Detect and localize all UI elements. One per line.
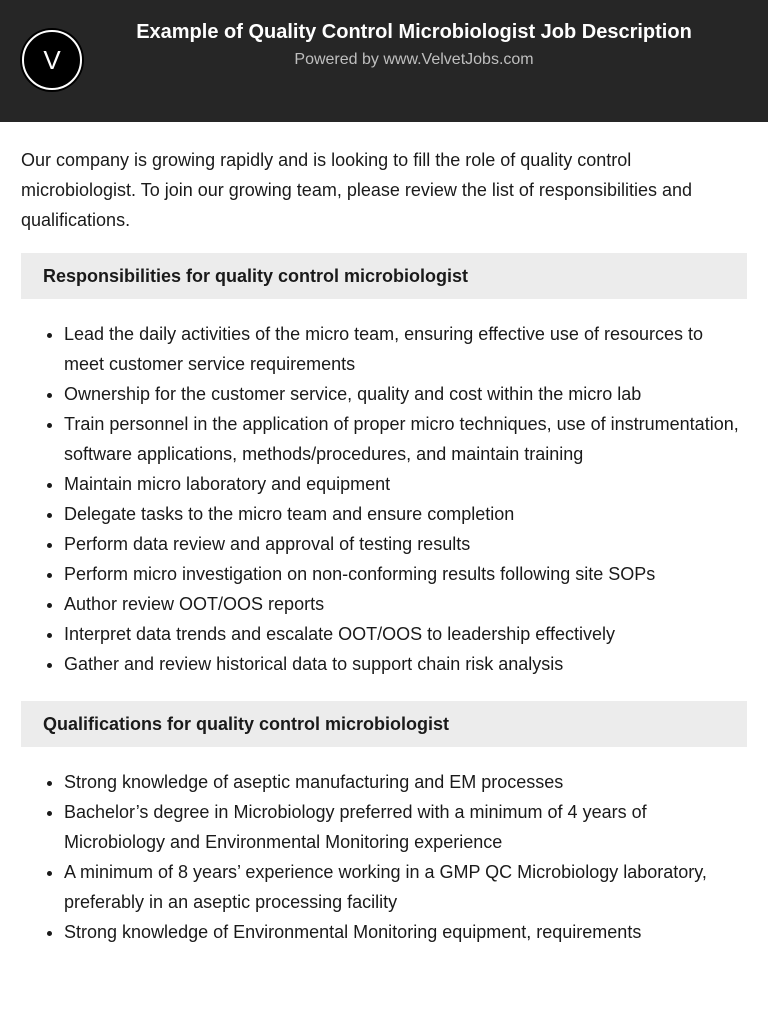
list-item: • Delegate tasks to the micro team and ensure completion — [64, 499, 747, 529]
list-item: • Strong knowledge of aseptic manufacturing and EM processes — [64, 767, 747, 797]
header-text — [110, 20, 718, 70]
list-item: • Train personnel in the application of proper micro techniques, use of instrumentation, software applications, methods/procedures, and maintain training — [64, 409, 747, 469]
page-header — [0, 0, 768, 122]
list-item: • Maintain micro laboratory and equipment — [64, 469, 747, 499]
list-item: • Perform data review and approval of testing results — [64, 529, 747, 559]
list-item: • Bachelor’s degree in Microbiology preferred with a minimum of 4 years of Microbiology and Environmental Monitoring experience — [64, 797, 747, 857]
list-item: • Perform micro investigation on non-conforming results following site SOPs — [64, 559, 747, 589]
qualifications-heading: Qualifications for quality control microbiologist — [21, 701, 747, 747]
logo-letter: V — [43, 44, 61, 75]
powered-by-text: Powered by www.VelvetJobs.com — [294, 51, 534, 68]
list-item: • Author review OOT/OOS reports — [64, 589, 747, 619]
page-title: Example of Quality Control Microbiologist Job Description — [136, 21, 692, 43]
list-item: • A minimum of 8 years’ experience working in a GMP QC Microbiology laboratory, preferably in an aseptic processing facility — [64, 857, 747, 917]
list-item: • Lead the daily activities of the micro team, ensuring effective use of resources to meet customer service requirements — [64, 319, 747, 379]
list-item: • Strong knowledge of Environmental Monitoring equipment, requirements — [64, 917, 747, 947]
document-body — [0, 145, 768, 947]
intro-paragraph: Our company is growing rapidly and is looking to fill the role of quality control microbiologist. To join our growing team, please review the list of responsibilities and qualifications. — [21, 150, 693, 230]
responsibilities-list — [21, 319, 747, 679]
list-item: • Gather and review historical data to support chain risk analysis — [64, 649, 747, 679]
qualifications-list — [21, 767, 747, 947]
velvetjobs-logo — [22, 30, 82, 90]
list-item: • Ownership for the customer service, quality and cost within the micro lab — [64, 379, 747, 409]
responsibilities-heading: Responsibilities for quality control microbiologist — [21, 253, 747, 299]
list-item: • Interpret data trends and escalate OOT/OOS to leadership effectively — [64, 619, 747, 649]
